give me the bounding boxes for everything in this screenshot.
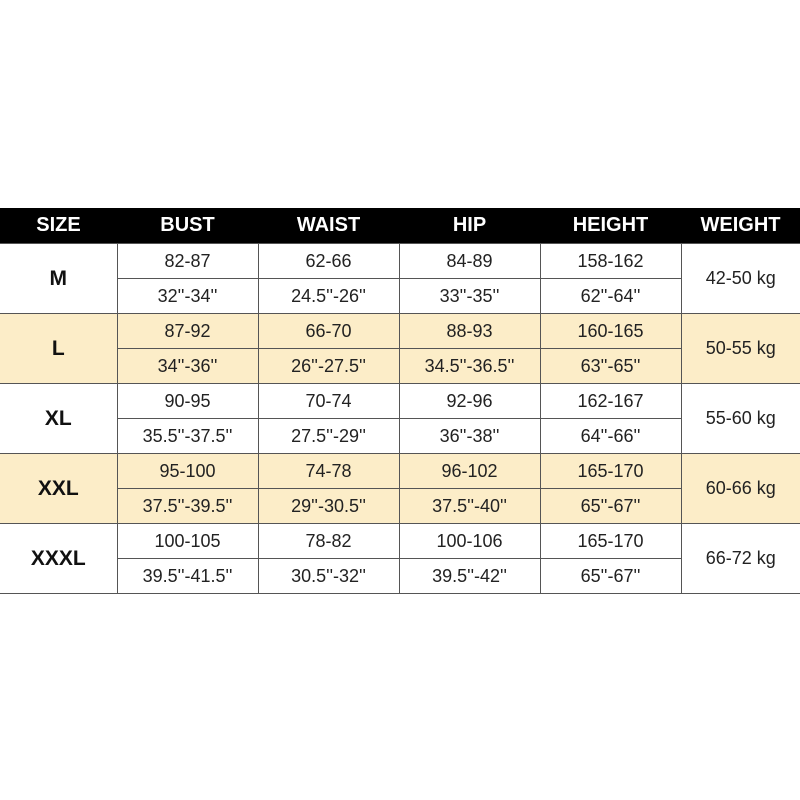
hip-inch-cell: 39.5''-42'': [399, 559, 540, 594]
size-row-inch: [0, 559, 800, 594]
size-row-cm: [0, 244, 800, 279]
height-cm-cell: 158-162: [540, 244, 681, 279]
size-row-cm: [0, 454, 800, 489]
bust-inch-cell: 34''-36'': [117, 349, 258, 384]
bust-cm-cell: 82-87: [117, 244, 258, 279]
weight-cell: 60-66 kg: [681, 454, 800, 524]
height-inch-cell: 63''-65'': [540, 349, 681, 384]
size-label: XXL: [0, 454, 117, 524]
size-label: XL: [0, 384, 117, 454]
header-bust: BUST: [117, 208, 258, 244]
hip-cm-cell: 96-102: [399, 454, 540, 489]
header-hip: HIP: [399, 208, 540, 244]
height-cm-cell: 165-170: [540, 454, 681, 489]
height-inch-cell: 65''-67'': [540, 559, 681, 594]
weight-cell: 42-50 kg: [681, 244, 800, 314]
size-label: L: [0, 314, 117, 384]
waist-inch-cell: 30.5''-32'': [258, 559, 399, 594]
waist-inch-cell: 29''-30.5'': [258, 489, 399, 524]
header-weight: WEIGHT: [681, 208, 800, 244]
height-cm-cell: 165-170: [540, 524, 681, 559]
bust-inch-cell: 32''-34'': [117, 279, 258, 314]
hip-inch-cell: 36''-38'': [399, 419, 540, 454]
bust-cm-cell: 87-92: [117, 314, 258, 349]
waist-cm-cell: 70-74: [258, 384, 399, 419]
bust-inch-cell: 39.5''-41.5'': [117, 559, 258, 594]
bust-cm-cell: 95-100: [117, 454, 258, 489]
size-row-inch: [0, 349, 800, 384]
waist-inch-cell: 26''-27.5'': [258, 349, 399, 384]
hip-cm-cell: 92-96: [399, 384, 540, 419]
size-chart-table: [0, 208, 800, 594]
header-size: SIZE: [0, 208, 117, 244]
bust-inch-cell: 35.5''-37.5'': [117, 419, 258, 454]
header-waist: WAIST: [258, 208, 399, 244]
waist-inch-cell: 27.5''-29'': [258, 419, 399, 454]
hip-cm-cell: 100-106: [399, 524, 540, 559]
hip-inch-cell: 33''-35'': [399, 279, 540, 314]
hip-cm-cell: 84-89: [399, 244, 540, 279]
height-cm-cell: 160-165: [540, 314, 681, 349]
waist-inch-cell: 24.5''-26'': [258, 279, 399, 314]
header-height: HEIGHT: [540, 208, 681, 244]
size-row-cm: [0, 314, 800, 349]
weight-cell: 55-60 kg: [681, 384, 800, 454]
height-inch-cell: 65''-67'': [540, 489, 681, 524]
waist-cm-cell: 62-66: [258, 244, 399, 279]
size-row-cm: [0, 524, 800, 559]
weight-cell: 50-55 kg: [681, 314, 800, 384]
size-label: XXXL: [0, 524, 117, 594]
size-rows: [0, 244, 800, 594]
height-inch-cell: 62''-64'': [540, 279, 681, 314]
size-row-inch: [0, 489, 800, 524]
height-inch-cell: 64''-66'': [540, 419, 681, 454]
waist-cm-cell: 78-82: [258, 524, 399, 559]
bust-inch-cell: 37.5''-39.5'': [117, 489, 258, 524]
bust-cm-cell: 90-95: [117, 384, 258, 419]
size-row-cm: [0, 384, 800, 419]
size-row-inch: [0, 279, 800, 314]
size-label: M: [0, 244, 117, 314]
waist-cm-cell: 74-78: [258, 454, 399, 489]
header-row: [0, 208, 800, 244]
hip-inch-cell: 37.5''-40'': [399, 489, 540, 524]
size-row-inch: [0, 419, 800, 454]
height-cm-cell: 162-167: [540, 384, 681, 419]
bust-cm-cell: 100-105: [117, 524, 258, 559]
weight-cell: 66-72 kg: [681, 524, 800, 594]
hip-inch-cell: 34.5''-36.5'': [399, 349, 540, 384]
waist-cm-cell: 66-70: [258, 314, 399, 349]
hip-cm-cell: 88-93: [399, 314, 540, 349]
